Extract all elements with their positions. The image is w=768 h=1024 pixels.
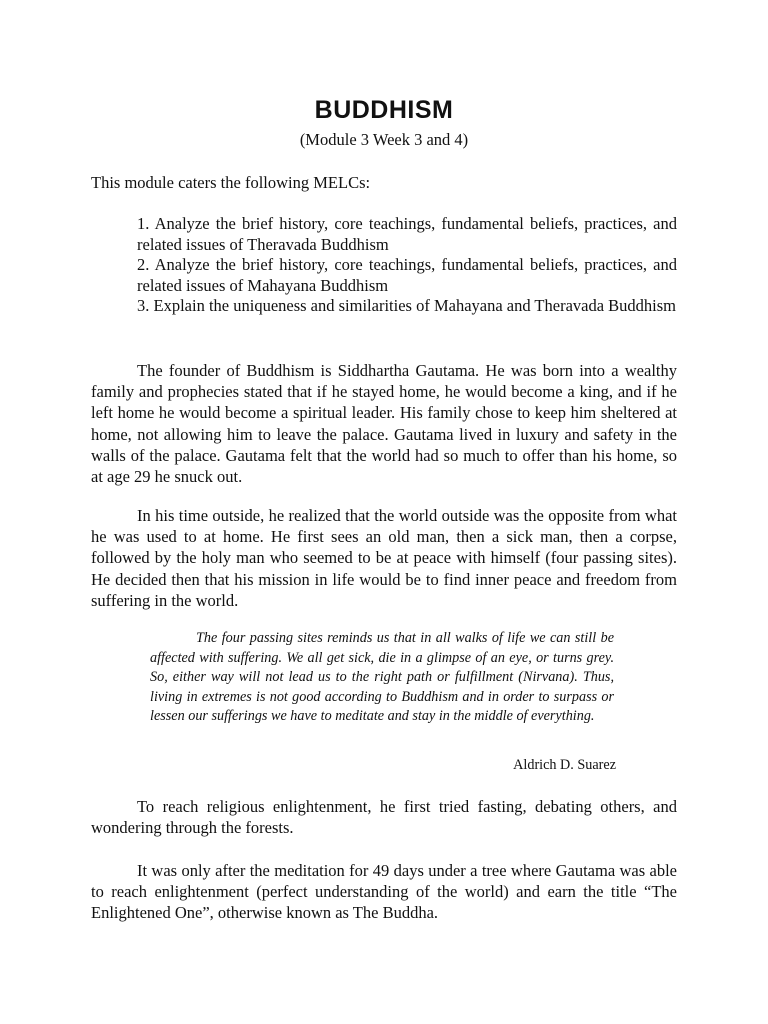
melc-item: 1. Analyze the brief history, core teachings, fundamental beliefs, practices, and related issues of Theravada Buddhism: [137, 214, 677, 254]
melc-item: 3. Explain the uniqueness and similarities of Mahayana and Theravada Buddhism: [137, 296, 677, 316]
paragraph-the-buddha: It was only after the meditation for 49 days under a tree where Gautama was able to reach enlightenment (perfect understanding of the world) and earn the title “The Enlightened One”, otherwise known as The Buddha.: [91, 861, 677, 923]
document-title: BUDDHISM: [314, 96, 454, 124]
paragraph-enlightenment-attempts: To reach religious enlightenment, he first tried fasting, debating others, and wondering through the forests.: [91, 797, 677, 838]
melc-item: 2. Analyze the brief history, core teachings, fundamental beliefs, practices, and related issues of Mahayana Buddhism: [137, 255, 677, 295]
quote-author: Aldrich D. Suarez: [513, 757, 616, 773]
block-quote: The four passing sites reminds us that in all walks of life we can still be affected with suffering. We all get sick, die in a glimpse of an eye, or turns grey. So, either way will not lead us to the right path or fulfillment (Nirvana). Thus, living in extremes is not good according to Buddhism and in order to surpass or lessen our sufferings we have to meditate and stay in the middle of everything.: [150, 630, 614, 725]
paragraph-founder: The founder of Buddhism is Siddhartha Gautama. He was born into a wealthy family and prophecies stated that if he stayed home, he would become a king, and if he left home he would become a spiritual leader. His family chose to keep him sheltered at home, not allowing him to leave the palace. Gautama lived in luxury and safety in the walls of the palace. Gautama felt that the world had so much to offer than his home, so at age 29 he snuck out.: [91, 361, 677, 487]
melc-list: [137, 214, 677, 317]
document-subtitle: (Module 3 Week 3 and 4): [299, 130, 469, 149]
paragraph-time-outside: In his time outside, he realized that the world outside was the opposite from what he was used to at home. He first sees an old man, then a sick man, then a corpse, followed by the holy man who seemed to be at peace with himself (four passing sites). He decided then that his mission in life would be to find inner peace and freedom from suffering in the world.: [91, 506, 677, 610]
intro-text: This module caters the following MELCs:: [91, 173, 371, 192]
